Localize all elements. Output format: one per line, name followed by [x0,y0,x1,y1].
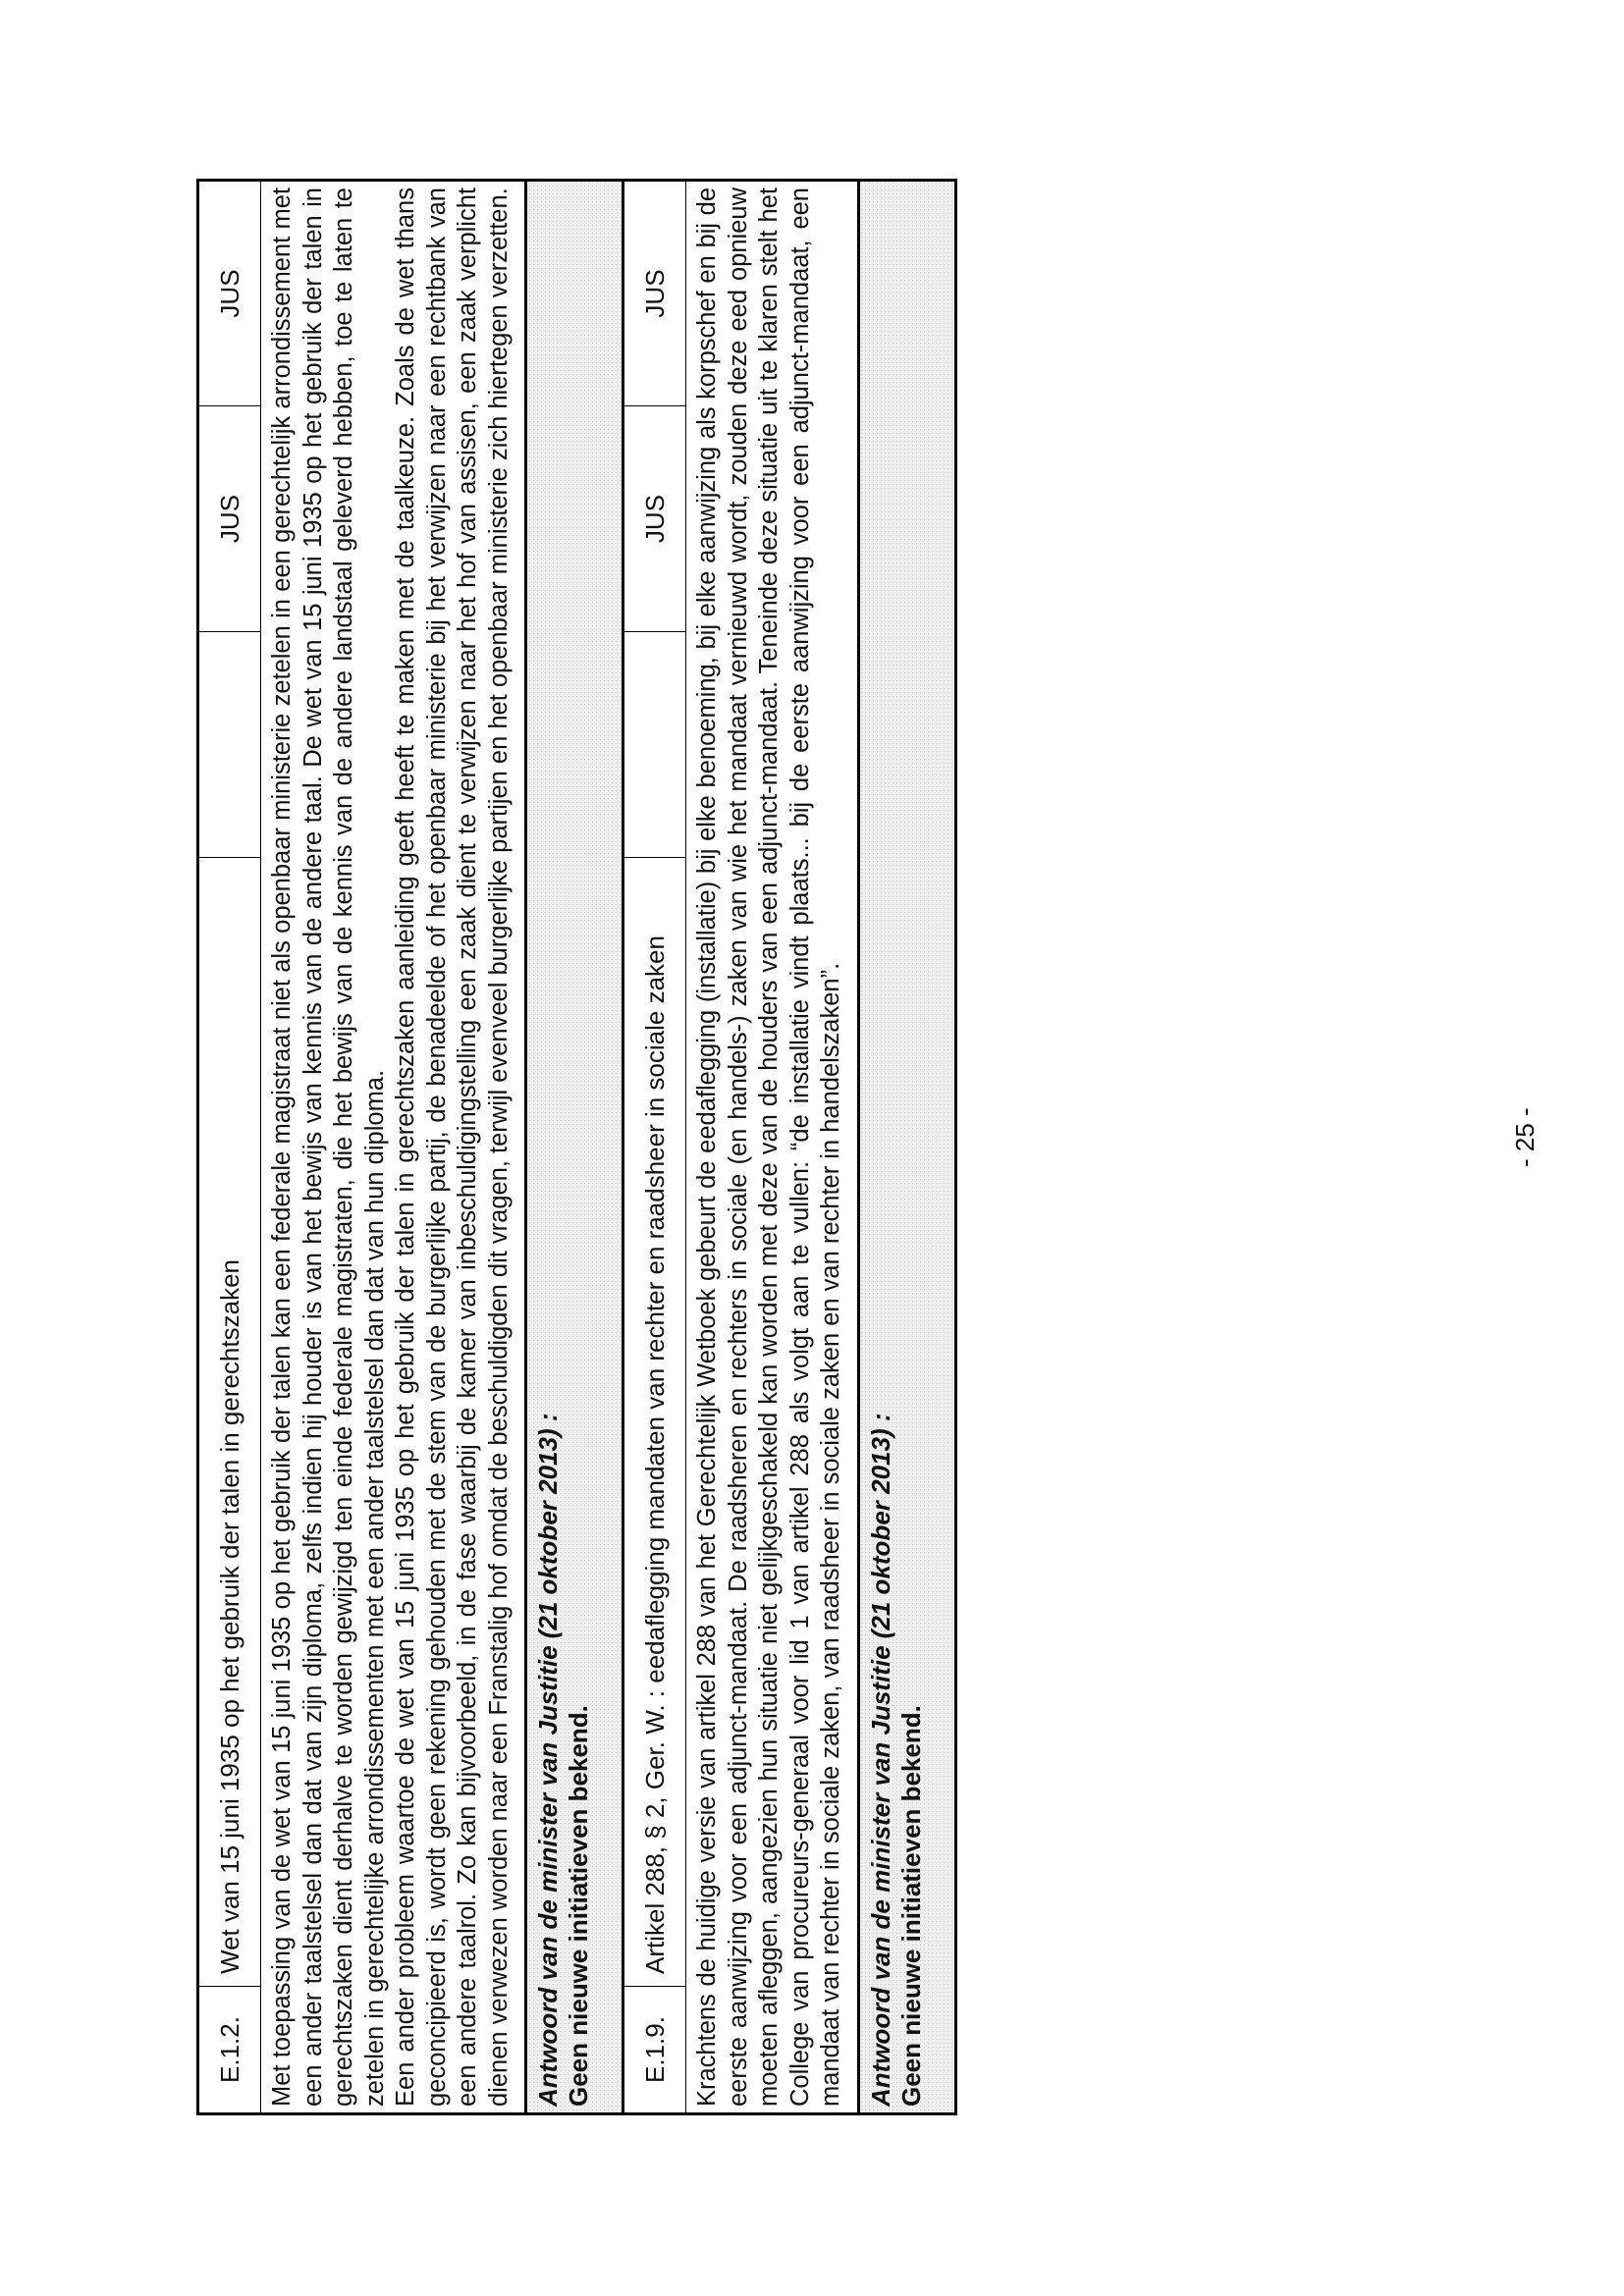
item-description [686,181,859,2114]
item-header-row [198,181,261,2114]
department-cell: JUS [623,181,686,406]
minister-answer [526,181,623,2114]
department-cell: JUS [198,181,261,406]
page-number: - 25 - [1510,1107,1540,1167]
answer-row [526,181,623,2114]
answer-label: Antwoord van de minister van Justitie (21 oktober 2013) : [533,1413,563,2107]
answer-row [858,181,955,2114]
department-cell: JUS [623,406,686,632]
empty-cell [623,632,686,858]
description-paragraph: Een ander probleem waartoe de wet van 15 juni 1935 op het gebruik der talen in gerechtszaken aanleiding geeft heeft te maken met de taalkeuze. Zoals de wet thans geconcipieerd is, wordt geen rekening gehouden met de stem van de burgerlijke partij, de benadeelde of het openbaar ministerie bij het verwijzen naar een rechtbank van een andere taalrol. Zo kan bijvoorbeeld, in de fase waarbij de kamer van inbeschuldigingstelling een zaak dient te verwijzen naar het hof van assisen, een zaak verplicht dienen verwezen worden naar een Franstalig hof omdat de beschuldigden dit vragen, terwijl evenveel burgerlijke partijen en het openbaar ministerie zich hiertegen verzetten. [392,187,513,2107]
item-description-row [686,181,859,2114]
answer-text: Geen nieuwe initiatieven bekend. [895,1705,926,2107]
description-paragraph: Krachtens de huidige versie van artikel 288 van het Gerechtelijk Wetboek gebeurt de eedaflegging (installatie) bij elke benoeming, bij elke aanwijzing als korpschef en bij de eerste aanwijzing voor een adjunct-mandaat. De raadsheren en rechters in sociale (en handels-) zaken van wie het mandaat vernieuwd wordt, zouden deze eed opnieuw moeten afleggen, aangezien hun situatie niet gelijkgeschakeld kan worden met deze van de houders van een adjunct-mandaat. Teneinde deze situatie uit te klaren stelt het College van procureurs-generaal voor lid 1 van artikel 288 als volgt aan te vullen: “de installatie vindt plaats... bij de eerste aanwijzing voor een adjunct-mandaat, een mandaat van rechter in sociale zaken, van raadsheer in sociale zaken en van rechter in handelszaken”. [693,187,844,2107]
answer-label: Antwoord van de minister van Justitie (21 oktober 2013) : [865,1413,895,2107]
empty-cell [198,632,261,858]
item-description [261,181,526,2114]
item-code: E.1.2. [198,1987,261,2114]
item-code: E.1.9. [623,1987,686,2114]
minister-answer [858,181,955,2114]
item-subject: Wet van 15 juni 1935 op het gebruik der talen in gerechtszaken [198,858,261,1987]
description-paragraph: Met toepassing van de wet van 15 juni 1935 op het gebruik der talen kan een federale magistraat niet als openbaar ministerie zetelen in een gerechtelijk arrondissement met een ander taalstelsel dan dat van zijn diploma, zelfs indien hij houder is van het bewijs van kennis van de andere taal. De wet van 15 juni 1935 op het gebruik der talen in gerechtszaken dient derhalve te worden gewijzigd ten einde federale magistraten, die het bewijs van de kennis van de andere landstaal geleverd hebben, toe te laten te zetelen in gerechtelijke arrondissementen met een ander taalstelsel dan dat van hun diploma. [268,187,389,2107]
answer-text: Geen nieuwe initiatieven bekend. [564,1705,593,2107]
department-cell: JUS [198,406,261,632]
item-header-row [623,181,686,2114]
item-description-row [261,181,526,2114]
item-subject: Artikel 288, § 2, Ger. W. : eedaflegging mandaten van rechter en raadsheer in sociale zaken [623,858,686,1987]
rotated-page-content [196,182,1203,2115]
recommendations-table [196,179,957,2115]
